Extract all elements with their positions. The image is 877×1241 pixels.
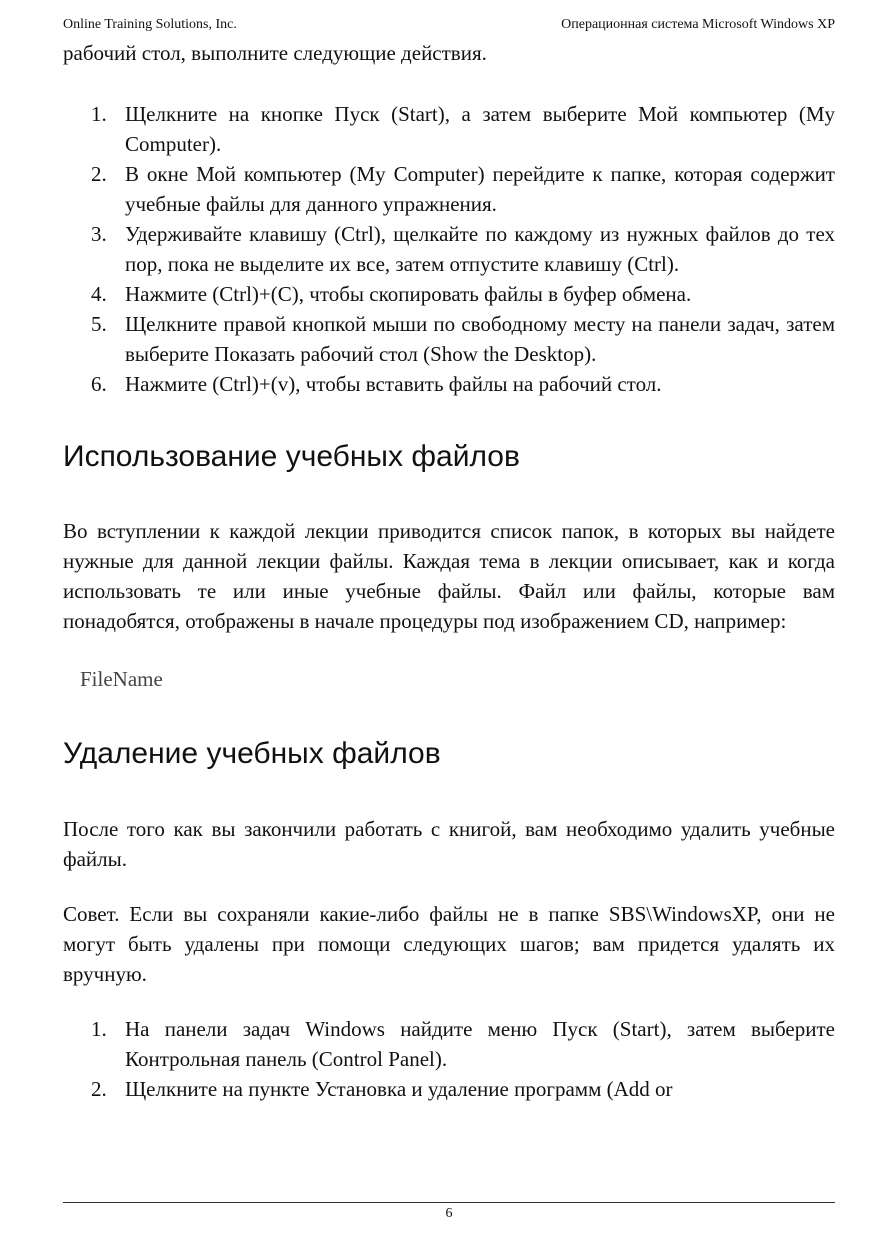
list-item [63,309,835,369]
section-heading-delete: Удаление учебных файлов [63,737,441,770]
section-heading-use: Использование учебных файлов [63,440,520,473]
copy-steps-list [63,99,835,399]
list-item-text: Удерживайте клавишу (Ctrl), щелкайте по каждому из нужных файлов до тех пор, пока не выделите их все, затем отпустите клавишу (Ctrl). [125,222,835,276]
list-item-text: Нажмите (Ctrl)+(v), чтобы вставить файлы на рабочий стол. [125,372,662,396]
list-number: 6. [91,372,107,396]
header-company: Online Training Solutions, Inc. [63,17,237,32]
list-item-text: На панели задач Windows найдите меню Пуск (Start), затем выберите Контрольная панель (Control Panel). [125,1017,835,1071]
section-delete-paragraph: После того как вы закончили работать с книгой, вам необходимо удалить учебные файлы. [63,817,835,871]
list-number: 2. [91,162,107,186]
list-number: 1. [91,102,107,126]
page-content [63,38,835,1104]
list-item [63,99,835,159]
list-item-text: Щелкните на кнопке Пуск (Start), а затем выберите Мой компьютер (My Computer). [125,102,835,156]
list-item-text: В окне Мой компьютер (My Computer) перейдите к папке, которая содержит учебные файлы для данного упражнения. [125,162,835,216]
page-number: 6 [445,1206,453,1221]
footer-divider [63,1202,835,1203]
list-number: 1. [91,1017,107,1041]
filename-example: FileName [80,667,163,691]
list-item-text: Нажмите (Ctrl)+(C), чтобы скопировать файлы в буфер обмена. [125,282,692,306]
list-number: 4. [91,282,107,306]
tip-paragraph: Совет. Если вы сохраняли какие-либо файлы не в папке SBS\WindowsXP, они не могут быть удалены при помощи следующих шагов; вам придется удалять их вручную. [63,902,835,986]
list-item [63,219,835,279]
list-item [63,1074,835,1104]
list-item [63,159,835,219]
list-number: 5. [91,312,107,336]
list-number: 2. [91,1077,107,1101]
list-item [63,279,835,309]
list-number: 3. [91,222,107,246]
section-use-paragraph: Во вступлении к каждой лекции приводится список папок, в которых вы найдете нужные для данной лекции файлы. Каждая тема в лекции описывает, как и когда использовать те или иные учебные файлы. Файл или файлы, которые вам понадобятся, отображены в начале процедуры под изображением CD, например: [63,519,835,633]
list-item-text: Щелкните правой кнопкой мыши по свободному месту на панели задач, затем выберите Показать рабочий стол (Show the Desktop). [125,312,835,366]
list-item [63,1014,835,1074]
list-item-text: Щелкните на пункте Установка и удаление программ (Add or [125,1077,673,1101]
page-header [63,17,835,35]
list-item [63,369,835,399]
header-title: Операционная система Microsoft Windows XP [561,17,835,32]
delete-steps-list [63,1014,835,1104]
document-page [63,0,835,1241]
lead-text: рабочий стол, выполните следующие действия. [63,41,487,65]
